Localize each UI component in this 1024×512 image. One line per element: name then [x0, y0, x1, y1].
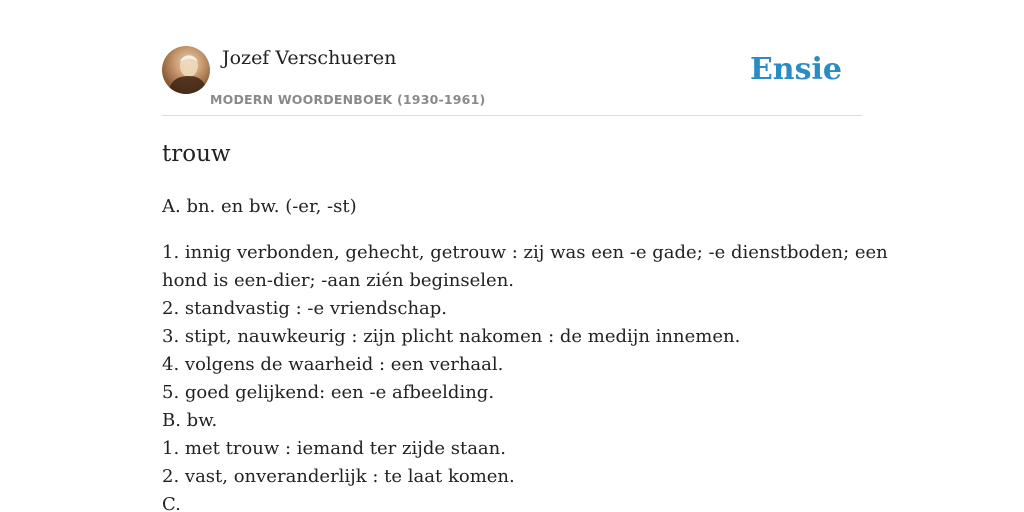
entry-header [162, 46, 862, 116]
brand-logo[interactable]: Ensie [749, 52, 842, 87]
author-name[interactable]: Jozef Verschueren [222, 47, 397, 69]
portrait-icon [162, 46, 210, 94]
definition-line: 1. innig verbonden, gehecht, getrouw : zij was een -e gade; -e dienstboden; een [162, 242, 888, 263]
source-title[interactable]: MODERN WOORDENBOEK (1930-1961) [210, 92, 486, 107]
definition-line: 1. met trouw : iemand ter zijde staan. [162, 438, 506, 459]
grammar-info: A. bn. en bw. (-er, -st) [162, 196, 357, 217]
definition-line: 4. volgens de waarheid : een verhaal. [162, 354, 504, 375]
definition-line: hond is een-dier; -aan zién beginselen. [162, 270, 515, 291]
definition-line: 5. goed gelijkend: een -e afbeelding. [162, 382, 495, 403]
header-divider [162, 115, 862, 116]
author-avatar[interactable] [162, 46, 210, 94]
definition-line: B. bw. [162, 410, 218, 431]
definition-line: C. [162, 494, 181, 512]
definition-line: 2. vast, onveranderlijk : te laat komen. [162, 466, 515, 487]
definition-line: 2. standvastig : -e vriendschap. [162, 298, 448, 319]
entry-word: trouw [162, 141, 231, 167]
definition-body [162, 239, 888, 512]
definition-line: 3. stipt, nauwkeurig : zijn plicht nakomen : de medijn innemen. [162, 326, 741, 347]
